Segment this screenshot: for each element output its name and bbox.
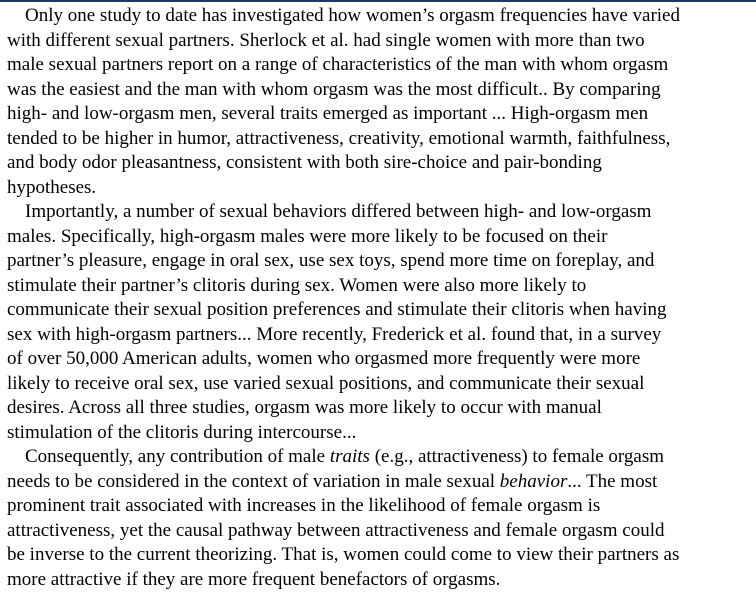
text-run: (e.g., attractiveness) to female orgasm [370,446,664,467]
text-line: males. Specifically, high-orgasm males were more likely to be focused on their [7,225,751,250]
text-run: Consequently, any contribution of male [25,446,330,467]
text-line: desires. Across all three studies, orgasm was more likely to occur with manual [7,396,751,421]
text-run: needs to be considered in the context of variation in male sexual [7,471,500,492]
paragraph-1 [7,4,751,200]
text-run: ... The most [567,471,657,492]
text-line: hypotheses. [7,176,751,201]
text-line: and body odor pleasantness, consistent with both sire-choice and pair-bonding [7,151,751,176]
text-line: communicate their sexual position preferences and stimulate their clitoris when having [7,298,751,323]
text-line: tended to be higher in humor, attractiveness, creativity, emotional warmth, faithfulness, [7,127,751,152]
text-line: Only one study to date has investigated how women’s orgasm frequencies have varied [7,4,751,29]
text-line [7,445,751,470]
text-line: stimulate their partner’s clitoris during sex. Women were also more likely to [7,274,751,299]
text-line: high- and low-orgasm men, several traits emerged as important ... High-orgasm men [7,102,751,127]
paragraph-3 [7,445,751,592]
text-line: stimulation of the clitoris during intercourse... [7,421,751,446]
text-line: likely to receive oral sex, use varied sexual positions, and communicate their sexual [7,372,751,397]
text-line: Importantly, a number of sexual behaviors differed between high- and low-orgasm [7,200,751,225]
text-line: prominent trait associated with increases in the likelihood of female orgasm is [7,494,751,519]
text-line: was the easiest and the man with whom orgasm was the most difficult.. By comparing [7,78,751,103]
text-line: sex with high-orgasm partners... More recently, Frederick et al. found that, in a survey [7,323,751,348]
paragraph-2 [7,200,751,445]
text-line: more attractive if they are more frequent benefactors of orgasms. [7,568,751,592]
text-line: with different sexual partners. Sherlock et al. had single women with more than two [7,29,751,54]
text-line: of over 50,000 American adults, women who orgasmed more frequently were more [7,347,751,372]
text-line: be inverse to the current theorizing. That is, women could come to view their partners as [7,543,751,568]
text-line: male sexual partners report on a range of characteristics of the man with whom orgasm [7,53,751,78]
text-line: attractiveness, yet the causal pathway between attractiveness and female orgasm could [7,519,751,544]
emphasis-traits: traits [330,446,370,467]
text-line [7,470,751,495]
emphasis-behavior: behavior [500,471,568,492]
text-line: partner’s pleasure, engage in oral sex, use sex toys, spend more time on foreplay, and [7,249,751,274]
top-divider [0,0,756,2]
